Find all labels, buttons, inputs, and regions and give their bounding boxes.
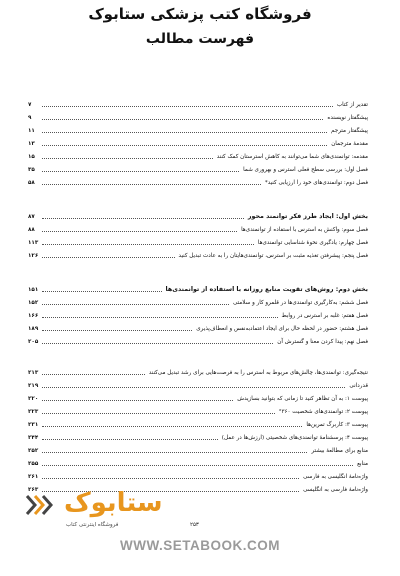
dot-leader <box>42 330 192 331</box>
toc-entry-title: نتیجه‌گیری: توانمندی‌ها، چالش‌های مربوط به استرس را به فرصت‌هایی برای رشد تبدیل می‌کنند <box>148 370 368 376</box>
dot-leader <box>42 413 275 414</box>
dot-leader <box>42 291 162 292</box>
toc-entry-page: ۸۷ <box>28 214 35 220</box>
toc-entry[interactable] <box>28 96 368 109</box>
toc-entry-page: ۲۳۱ <box>28 422 39 428</box>
dot-leader <box>42 158 213 159</box>
toc-entry-title: منابع <box>357 461 368 467</box>
toc-entry-page: ۱۵۲ <box>28 300 39 306</box>
toc-entry-page: ۲۲۳ <box>28 409 39 415</box>
toc-entry[interactable] <box>28 234 368 247</box>
dot-leader <box>42 106 333 107</box>
toc-entry-title: پیشگفتار نویسنده <box>327 115 368 121</box>
toc-entry[interactable] <box>28 247 368 260</box>
toc-gap <box>28 187 368 205</box>
toc-entry-title: فصل هشتم: حضور در لحظه حال برای ایجاد اعتمادبه‌نفس و انعطاف‌پذیری <box>196 326 368 332</box>
toc-title: فهرست مطالب <box>145 31 255 47</box>
toc-entry-title: واژه‌نامهٔ فارسی به انگلیسی <box>303 487 368 493</box>
toc-entry[interactable] <box>28 364 368 377</box>
toc-entry[interactable] <box>28 429 368 442</box>
toc-entry[interactable] <box>28 135 368 148</box>
toc-entry-title: پیوست ۱: به آن تظاهر کنید تا زمانی که بتوانید بسازیدش <box>237 396 368 402</box>
toc-gap <box>28 346 368 364</box>
toc-entry-title: قدردانی <box>349 383 368 389</box>
toc-entry[interactable] <box>28 468 368 481</box>
dot-leader <box>42 439 218 440</box>
toc-entry[interactable] <box>28 442 368 455</box>
page-header <box>0 4 400 49</box>
dot-leader <box>42 171 239 172</box>
toc-entry-page: ۲۶۱ <box>28 474 39 480</box>
toc-entry-title: بخش اول: ایجاد طرز فکر توانمند محور <box>247 213 368 220</box>
toc-entry-title: پیشگفتار مترجم <box>331 128 368 134</box>
dot-leader <box>42 218 244 219</box>
dot-leader <box>42 374 145 375</box>
toc-entry-page: ۱۵ <box>28 154 35 160</box>
dot-leader <box>42 119 323 120</box>
logo-subtitle: فروشگاه اینترنتی کتاب <box>66 522 119 528</box>
toc-entry-page: ۱۲۶ <box>28 253 39 259</box>
toc-part-one <box>28 205 368 260</box>
toc-entry-page: ۲۱۹ <box>28 383 39 389</box>
toc-entry[interactable] <box>28 174 368 187</box>
toc-part-two <box>28 278 368 346</box>
dot-leader <box>42 343 273 344</box>
toc-entry-page: ۲۰۵ <box>28 339 39 345</box>
toc-entry-page: ۲۵۲ <box>28 448 39 454</box>
toc-entry[interactable] <box>28 403 368 416</box>
toc-entry-page: ۱۸۹ <box>28 326 39 332</box>
toc-front-matter <box>28 96 368 187</box>
toc-entry[interactable] <box>28 294 368 307</box>
toc-entry-title: فصل چهارم: یادگیری نحوهٔ شناسایی توانمندی‌ها <box>257 240 368 246</box>
dot-leader <box>42 387 345 388</box>
toc-entry-title: فصل اول: بررسی سطح فعلی استرس و بهروری شما <box>243 167 368 173</box>
table-of-contents <box>28 96 368 494</box>
toc-entry-title: تقدیر از کتاب <box>336 102 368 108</box>
toc-entry-page: ۲۵۵ <box>28 461 39 467</box>
dot-leader <box>42 257 175 258</box>
toc-entry-title: فصل نهم: پیدا کردن معنا و گسترش آن <box>277 339 368 345</box>
dot-leader <box>42 132 327 133</box>
toc-entry-title: منابع برای مطالعهٔ بیشتر <box>311 448 368 454</box>
dot-leader <box>42 145 327 146</box>
dot-leader <box>42 317 278 318</box>
toc-entry-page: ۲۲۰ <box>28 396 39 402</box>
toc-entry-page: ۱۱۳ <box>28 240 39 246</box>
toc-entry-title: فصل ششم: به‌کارگیری توانمندی‌ها در قلمرو کار و سلامتی <box>232 300 368 306</box>
toc-part-heading[interactable] <box>28 205 368 221</box>
toc-entry[interactable] <box>28 148 368 161</box>
toc-entry-title: فصل دوم: توانمندی‌های خود را ارزیابی کنید* <box>264 180 368 186</box>
dot-leader <box>42 244 254 245</box>
dot-leader <box>42 400 233 401</box>
toc-entry-title: پیوست ۳: کاربرگ تمرین‌ها <box>306 422 368 428</box>
logo-text: ستابوک <box>64 488 163 518</box>
toc-entry-page: ۷ <box>28 102 32 108</box>
toc-entry[interactable] <box>28 221 368 234</box>
toc-entry-page: ۱۳ <box>28 141 35 147</box>
toc-entry-title: فصل سوم: واکنش به استرس با استفاده از توانمندی‌ها <box>241 227 368 233</box>
website-url[interactable]: WWW.SETABOOK.COM <box>120 538 280 553</box>
toc-entry-title: پیوست ۴: پرسشنامهٔ توانمندی‌های شخصیتی (ارزش‌ها در عمل) <box>221 435 368 441</box>
store-title: فروشگاه کتب پزشکی ستابوک <box>88 5 312 23</box>
toc-entry-page: ۱۱ <box>28 128 35 134</box>
toc-entry[interactable] <box>28 109 368 122</box>
store-logo <box>0 488 400 538</box>
toc-back-matter <box>28 364 368 494</box>
toc-entry-title: مقدمه: توانمندی‌های شما می‌توانند به کاهش استرستان کمک کنند <box>216 154 368 160</box>
toc-entry-title: فصل هفتم: غلبه بر استرس در روابط <box>281 313 368 319</box>
dot-leader <box>42 452 307 453</box>
toc-entry[interactable] <box>28 122 368 135</box>
toc-entry-page: ۳۵ <box>28 167 35 173</box>
dot-leader <box>42 184 261 185</box>
toc-entry[interactable] <box>28 390 368 403</box>
toc-entry[interactable] <box>28 320 368 333</box>
toc-entry-title: مقدمهٔ مترجمان <box>331 141 368 147</box>
toc-entry-page: ۲۶۳ <box>28 487 39 493</box>
toc-entry[interactable] <box>28 307 368 320</box>
toc-entry-title: واژه‌نامهٔ انگلیسی به فارسی <box>303 474 368 480</box>
toc-part-heading[interactable] <box>28 278 368 294</box>
toc-entry-page: ۲۴۴ <box>28 435 39 441</box>
dot-leader <box>42 465 353 466</box>
toc-entry-page: ۹ <box>28 115 32 121</box>
toc-entry[interactable] <box>28 416 368 429</box>
dot-leader <box>42 304 229 305</box>
toc-entry[interactable] <box>28 333 368 346</box>
page-number: ۲۵۳ <box>190 522 199 528</box>
toc-gap <box>28 260 368 278</box>
dot-leader <box>42 231 237 232</box>
toc-entry-page: ۱۵۱ <box>28 287 39 293</box>
toc-entry-page: ۱۶۶ <box>28 313 39 319</box>
toc-entry-title: پیوست ۲: توانمندی‌های شخصیت ۳۶۰° <box>278 409 368 415</box>
toc-entry-title: بخش دوم: روش‌های تقویت منابع روزانه با استفاده از توانمندی‌ها <box>165 286 368 293</box>
toc-entry-page: ۵۸ <box>28 180 35 186</box>
toc-entry-page: ۲۱۳ <box>28 370 39 376</box>
dot-leader <box>42 478 299 479</box>
toc-entry[interactable] <box>28 377 368 390</box>
toc-entry-page: ۸۸ <box>28 227 35 233</box>
toc-entry[interactable] <box>28 455 368 468</box>
toc-entry[interactable] <box>28 161 368 174</box>
toc-entry-title: فصل پنجم: پیشرفتن تغذیه مثبت بر استرس، توانمندی‌هایتان را به عادت تبدیل کنید <box>178 253 368 259</box>
book-logo-icon <box>25 492 59 518</box>
dot-leader <box>42 426 302 427</box>
